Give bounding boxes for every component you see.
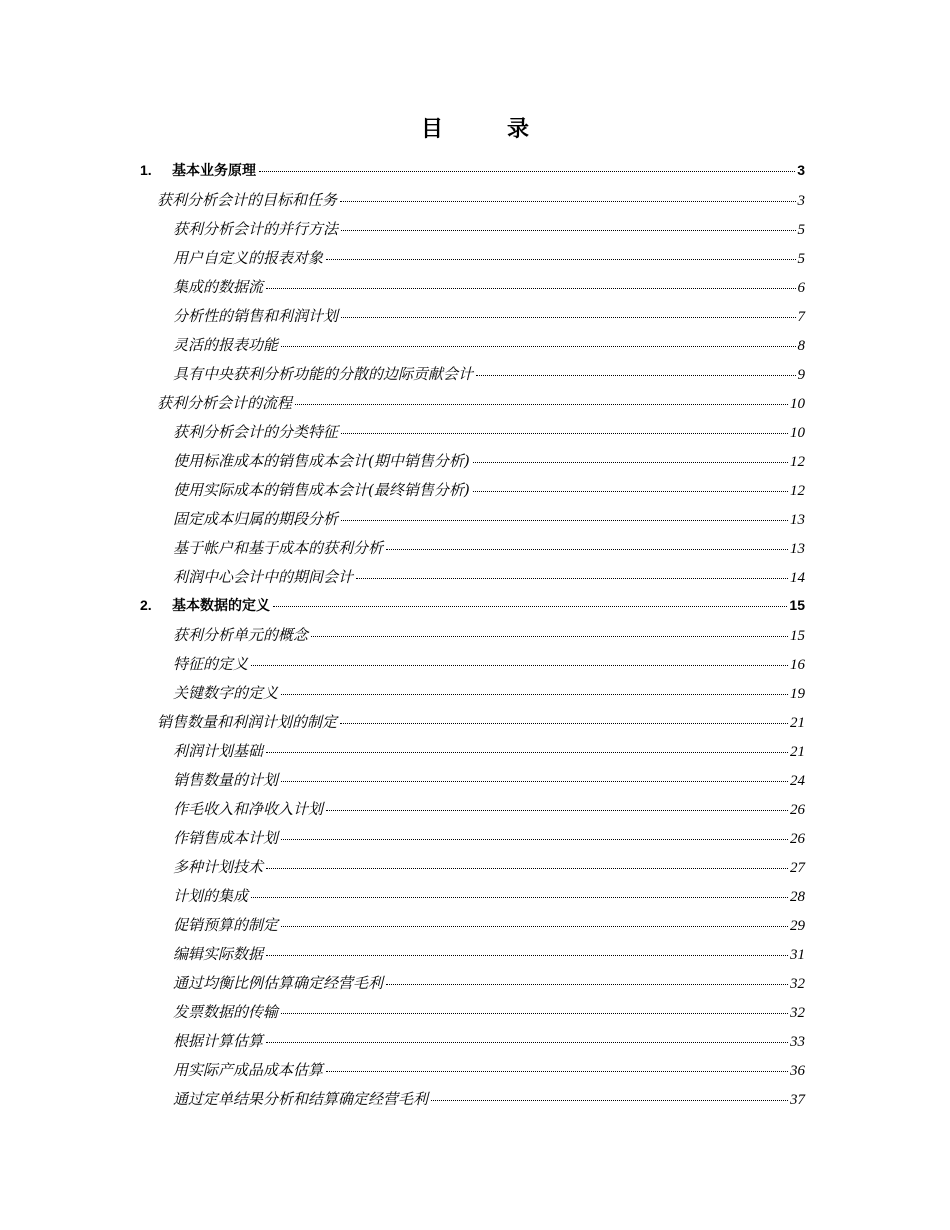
- toc-entry-page: 27: [790, 860, 805, 876]
- toc-entry-page: 15: [789, 597, 805, 613]
- dot-leader: [431, 1100, 788, 1101]
- toc-entry-page: 15: [790, 628, 805, 644]
- toc-entry-page: 13: [790, 541, 805, 557]
- dot-leader: [341, 520, 788, 521]
- dot-leader: [356, 578, 788, 579]
- toc-entry[interactable]: [140, 682, 805, 711]
- toc-entry-number: 1.: [140, 162, 152, 178]
- toc-entry-label: [173, 276, 265, 297]
- toc-entry-page: 37: [790, 1092, 805, 1108]
- toc-entry-label: [173, 566, 355, 587]
- toc-entry-page: 26: [790, 802, 805, 818]
- toc-entry[interactable]: [140, 914, 805, 943]
- toc-entry-label: [173, 1088, 430, 1109]
- toc-entry[interactable]: [140, 160, 805, 189]
- toc-entry-text: 根据计算估算: [173, 1032, 264, 1050]
- toc-entry-label: [173, 827, 280, 848]
- toc-entry-page: 26: [790, 831, 805, 847]
- toc-entry-label: [173, 740, 265, 761]
- dot-leader: [281, 694, 788, 695]
- toc-entry-page: 33: [790, 1034, 805, 1050]
- toc-entry-label: [140, 160, 258, 180]
- toc-entry[interactable]: [140, 740, 805, 769]
- dot-leader: [311, 636, 788, 637]
- toc-entry-page: 10: [790, 425, 805, 441]
- toc-entry-text: 作销售成本计划: [173, 829, 279, 847]
- toc-entry-page: 28: [790, 889, 805, 905]
- toc-entry-text: 使用实际成本的销售成本会计(最终销售分析): [173, 481, 470, 499]
- dot-leader: [386, 549, 788, 550]
- toc-entry-page: 9: [797, 367, 805, 383]
- toc-entry[interactable]: [140, 276, 805, 305]
- toc-entry-label: [173, 624, 310, 645]
- toc-entry[interactable]: [140, 972, 805, 1001]
- toc-entry-label: [173, 914, 280, 935]
- toc-entry-label: [173, 247, 325, 268]
- toc-entry[interactable]: [140, 827, 805, 856]
- toc-entry-text: 获利分析会计的流程: [157, 394, 293, 412]
- toc-entry-text: 利润计划基础: [173, 742, 264, 760]
- dot-leader: [341, 230, 795, 231]
- toc-entry-label: [173, 1001, 280, 1022]
- toc-entry[interactable]: [140, 711, 805, 740]
- toc-entry[interactable]: [140, 1001, 805, 1030]
- toc-entry-text: 通过均衡比例估算确定经营毛利: [173, 974, 384, 992]
- toc-entry-label: [157, 711, 339, 732]
- page-title: [0, 112, 950, 143]
- dot-leader: [386, 984, 788, 985]
- toc-entry-label: [157, 392, 294, 413]
- toc-entry[interactable]: [140, 305, 805, 334]
- toc-entry-label: [173, 1030, 265, 1051]
- dot-leader: [340, 201, 795, 202]
- dot-leader: [295, 404, 788, 405]
- toc-entry-page: 13: [790, 512, 805, 528]
- toc-entry-text: 分析性的销售和利润计划: [173, 307, 339, 325]
- toc-entry-label: [173, 450, 472, 471]
- dot-leader: [473, 491, 788, 492]
- toc-entry-text: 固定成本归属的期段分析: [173, 510, 339, 528]
- toc-entry-text: 灵活的报表功能: [173, 336, 279, 354]
- toc-entry-label: [173, 508, 340, 529]
- toc-entry-page: 32: [790, 1005, 805, 1021]
- toc-entry-label: [173, 972, 385, 993]
- toc-entry-text: 基本数据的定义: [172, 598, 270, 614]
- toc-entry-label: [173, 479, 472, 500]
- toc-entry-label: [173, 305, 340, 326]
- toc-entry-text: 特征的定义: [173, 655, 249, 673]
- toc-entry-text: 使用标准成本的销售成本会计(期中销售分析): [173, 452, 470, 470]
- toc-entry-text: 集成的数据流: [173, 278, 264, 296]
- dot-leader: [251, 897, 788, 898]
- toc-entry-text: 多种计划技术: [173, 858, 264, 876]
- toc-entry-text: 关键数字的定义: [173, 684, 279, 702]
- dot-leader: [281, 926, 788, 927]
- toc-entry[interactable]: [140, 769, 805, 798]
- toc-entry-text: 获利分析会计的分类特征: [173, 423, 339, 441]
- dot-leader: [341, 317, 795, 318]
- toc-entry-label: [173, 537, 385, 558]
- dot-leader: [266, 1042, 788, 1043]
- toc-entry-page: 16: [790, 657, 805, 673]
- toc-entry[interactable]: [140, 218, 805, 247]
- dot-leader: [259, 171, 795, 172]
- dot-leader: [326, 1071, 788, 1072]
- dot-leader: [281, 839, 788, 840]
- dot-leader: [273, 606, 787, 607]
- dot-leader: [251, 665, 788, 666]
- toc-entry[interactable]: [140, 363, 805, 392]
- toc-entry-text: 计划的集成: [173, 887, 249, 905]
- toc-entry-page: 29: [790, 918, 805, 934]
- toc-entry-label: [140, 595, 272, 615]
- toc-entry-text: 基本业务原理: [172, 163, 256, 179]
- toc-entry[interactable]: [140, 421, 805, 450]
- toc-entry-label: [173, 218, 340, 239]
- toc-entry-page: 24: [790, 773, 805, 789]
- toc-entry-text: 用户自定义的报表对象: [173, 249, 324, 267]
- toc-entry-text: 获利分析会计的目标和任务: [157, 191, 338, 209]
- toc-entry[interactable]: [140, 1030, 805, 1059]
- toc-entry[interactable]: [140, 189, 805, 218]
- dot-leader: [266, 868, 788, 869]
- toc-entry-page: 21: [790, 744, 805, 760]
- toc-entry[interactable]: [140, 943, 805, 972]
- toc-entry[interactable]: [140, 624, 805, 653]
- toc-entry-text: 用实际产成品成本估算: [173, 1061, 324, 1079]
- toc-entry[interactable]: [140, 247, 805, 276]
- toc-entry-page: 10: [790, 396, 805, 412]
- dot-leader: [473, 462, 788, 463]
- dot-leader: [281, 346, 795, 347]
- toc-entry-text: 通过定单结果分析和结算确定经营毛利: [173, 1090, 429, 1108]
- toc-entry-text: 获利分析单元的概念: [173, 626, 309, 644]
- toc-entry-label: [173, 421, 340, 442]
- toc-entry[interactable]: [140, 856, 805, 885]
- dot-leader: [326, 810, 788, 811]
- toc-entry-page: 36: [790, 1063, 805, 1079]
- toc-entry[interactable]: [140, 1059, 805, 1088]
- dot-leader: [340, 723, 788, 724]
- toc-entry-text: 编辑实际数据: [173, 945, 264, 963]
- toc-entry-number: 2.: [140, 597, 152, 613]
- toc-entry[interactable]: [140, 653, 805, 682]
- toc-entry[interactable]: [140, 334, 805, 363]
- dot-leader: [476, 375, 795, 376]
- toc-entry-page: 5: [797, 222, 805, 238]
- dot-leader: [281, 781, 788, 782]
- toc-entry-label: [173, 856, 265, 877]
- toc-entry-text: 发票数据的传输: [173, 1003, 279, 1021]
- dot-leader: [341, 433, 788, 434]
- table-of-contents: [140, 160, 805, 1117]
- toc-entry-label: [173, 798, 325, 819]
- toc-entry-label: [173, 334, 280, 355]
- toc-entry[interactable]: [140, 595, 805, 624]
- toc-entry-page: 12: [790, 483, 805, 499]
- dot-leader: [266, 955, 788, 956]
- toc-entry-text: 基于帐户和基于成本的获利分析: [173, 539, 384, 557]
- toc-entry-label: [173, 769, 280, 790]
- dot-leader: [326, 259, 795, 260]
- toc-entry-page: 7: [797, 309, 805, 325]
- toc-entry-label: [173, 363, 475, 384]
- toc-entry[interactable]: [140, 537, 805, 566]
- toc-entry-page: 12: [790, 454, 805, 470]
- title-left: 目: [420, 116, 443, 142]
- toc-entry-page: 8: [797, 338, 805, 354]
- toc-entry-page: 31: [790, 947, 805, 963]
- toc-entry-label: [173, 1059, 325, 1080]
- toc-entry[interactable]: [140, 566, 805, 595]
- title-right: 录: [507, 116, 530, 142]
- dot-leader: [281, 1013, 788, 1014]
- toc-entry[interactable]: [140, 450, 805, 479]
- toc-entry-text: 获利分析会计的并行方法: [173, 220, 339, 238]
- toc-entry-text: 促销预算的制定: [173, 916, 279, 934]
- toc-entry-text: 利润中心会计中的期间会计: [173, 568, 354, 586]
- toc-entry-text: 作毛收入和净收入计划: [173, 800, 324, 818]
- toc-entry[interactable]: [140, 885, 805, 914]
- toc-entry-text: 销售数量的计划: [173, 771, 279, 789]
- toc-entry-label: [157, 189, 339, 210]
- toc-entry-text: 具有中央获利分析功能的分散的边际贡献会计: [173, 365, 474, 383]
- toc-entry[interactable]: [140, 1088, 805, 1117]
- toc-entry-label: [173, 682, 280, 703]
- toc-entry[interactable]: [140, 798, 805, 827]
- toc-entry-page: 32: [790, 976, 805, 992]
- dot-leader: [266, 752, 788, 753]
- toc-entry-label: [173, 943, 265, 964]
- toc-entry-page: 21: [790, 715, 805, 731]
- toc-entry[interactable]: [140, 392, 805, 421]
- toc-entry-page: 5: [797, 251, 805, 267]
- toc-entry-label: [173, 653, 250, 674]
- toc-entry[interactable]: [140, 479, 805, 508]
- toc-entry-page: 6: [797, 280, 805, 296]
- toc-entry[interactable]: [140, 508, 805, 537]
- toc-entry-page: 3: [797, 193, 805, 209]
- toc-entry-page: 3: [797, 162, 805, 178]
- toc-entry-page: 14: [790, 570, 805, 586]
- toc-entry-text: 销售数量和利润计划的制定: [157, 713, 338, 731]
- dot-leader: [266, 288, 795, 289]
- toc-entry-label: [173, 885, 250, 906]
- toc-entry-page: 19: [790, 686, 805, 702]
